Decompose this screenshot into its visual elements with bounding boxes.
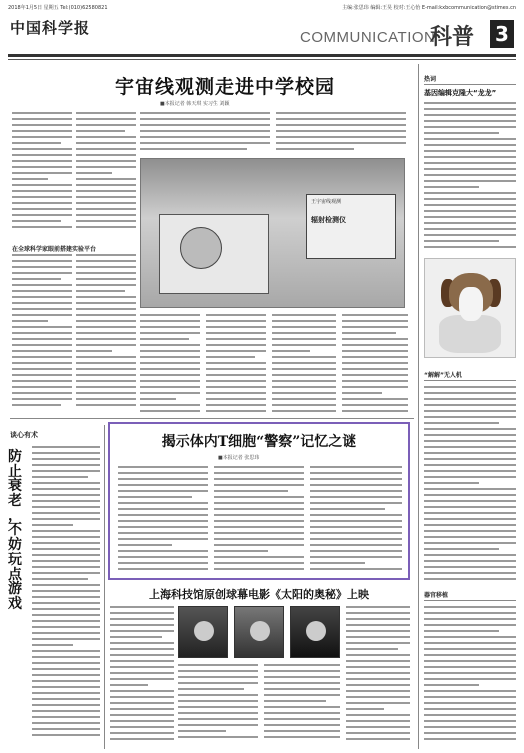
section-name: COMMUNICATION <box>300 29 436 46</box>
main-body-col-6 <box>342 314 408 416</box>
second-body-col-3 <box>264 664 340 742</box>
section-title: 科普 <box>430 24 475 50</box>
left-column-divider <box>104 425 105 749</box>
feature-byline: ■本报记者 张思玮 <box>218 455 260 461</box>
second-headline: 上海科技馆原创球幕电影《太阳的奥秘》上映 <box>149 588 369 601</box>
film-poster <box>178 606 228 658</box>
second-body-col-4 <box>346 606 410 744</box>
main-byline: ■本报记者 韩天琪 实习生 刘颖 <box>160 101 230 107</box>
header-rule <box>8 54 516 57</box>
hot-words-body <box>424 102 516 252</box>
newspaper-logo: 中国科学报 <box>10 19 91 37</box>
header-rule-thin <box>8 59 516 60</box>
insight-body <box>424 386 516 584</box>
right-column-divider <box>418 64 419 749</box>
main-body-col-1 <box>12 112 72 232</box>
page-number: 3 <box>490 20 514 48</box>
radiation-detector-device <box>159 214 269 294</box>
hot-words-label: 热词 <box>424 76 437 83</box>
main-body-col-2b <box>76 254 136 410</box>
main-body-col-3 <box>140 314 200 416</box>
organ-transplant-body <box>424 606 516 744</box>
main-body-col-4 <box>206 314 266 416</box>
editor-line: 主编:张思玮 编辑:王昊 校对:王心怡 E-mail:kxbcommunication@stimes.cn <box>342 5 516 11</box>
insight-label: “解解”无人机 <box>424 372 462 379</box>
header-info-bar <box>8 3 516 13</box>
commentary-title: 防止衰老，不妨玩点游戏 <box>8 449 22 612</box>
hot-words-title: 基因编辑克隆大“龙龙” <box>424 89 497 97</box>
feature-body-col-3 <box>310 466 402 574</box>
commentary-label: 谈心有术 <box>10 431 38 439</box>
feature-body-col-1 <box>118 466 208 574</box>
film-poster <box>234 606 284 658</box>
second-body-col-2 <box>178 664 258 742</box>
main-body-col-2 <box>76 112 136 232</box>
feature-headline: 揭示体内T细胞“警察”记忆之谜 <box>161 434 357 450</box>
main-subhead: 在全球科学家眼前搭建实验平台 <box>12 246 97 253</box>
organ-transplant-label: 器官移植 <box>424 592 449 599</box>
insight-rule <box>424 380 516 381</box>
hot-words-rule <box>424 84 516 85</box>
photo-label-card: 王宇宙线观测 辐射检测仪 <box>306 194 396 259</box>
beagle-photo <box>424 258 516 358</box>
main-body-col-1b <box>12 254 72 410</box>
date-line: 2018年1月5日 星期五 Tel:(010)62580821 <box>8 5 108 11</box>
feature-body-col-2 <box>214 466 304 574</box>
film-poster-strip <box>178 606 340 658</box>
film-poster <box>290 606 340 658</box>
second-body-col-1 <box>110 606 174 744</box>
feature-article-box <box>108 422 410 580</box>
main-article-photo <box>140 158 405 308</box>
commentary-body <box>32 446 100 740</box>
main-body-intro-2 <box>276 112 406 154</box>
organ-transplant-rule <box>424 600 516 601</box>
main-body-intro <box>140 112 270 154</box>
main-article-bottom-rule <box>10 418 414 419</box>
main-body-col-5 <box>272 314 336 416</box>
main-headline: 宇宙线观测走进中学校园 <box>114 76 335 98</box>
